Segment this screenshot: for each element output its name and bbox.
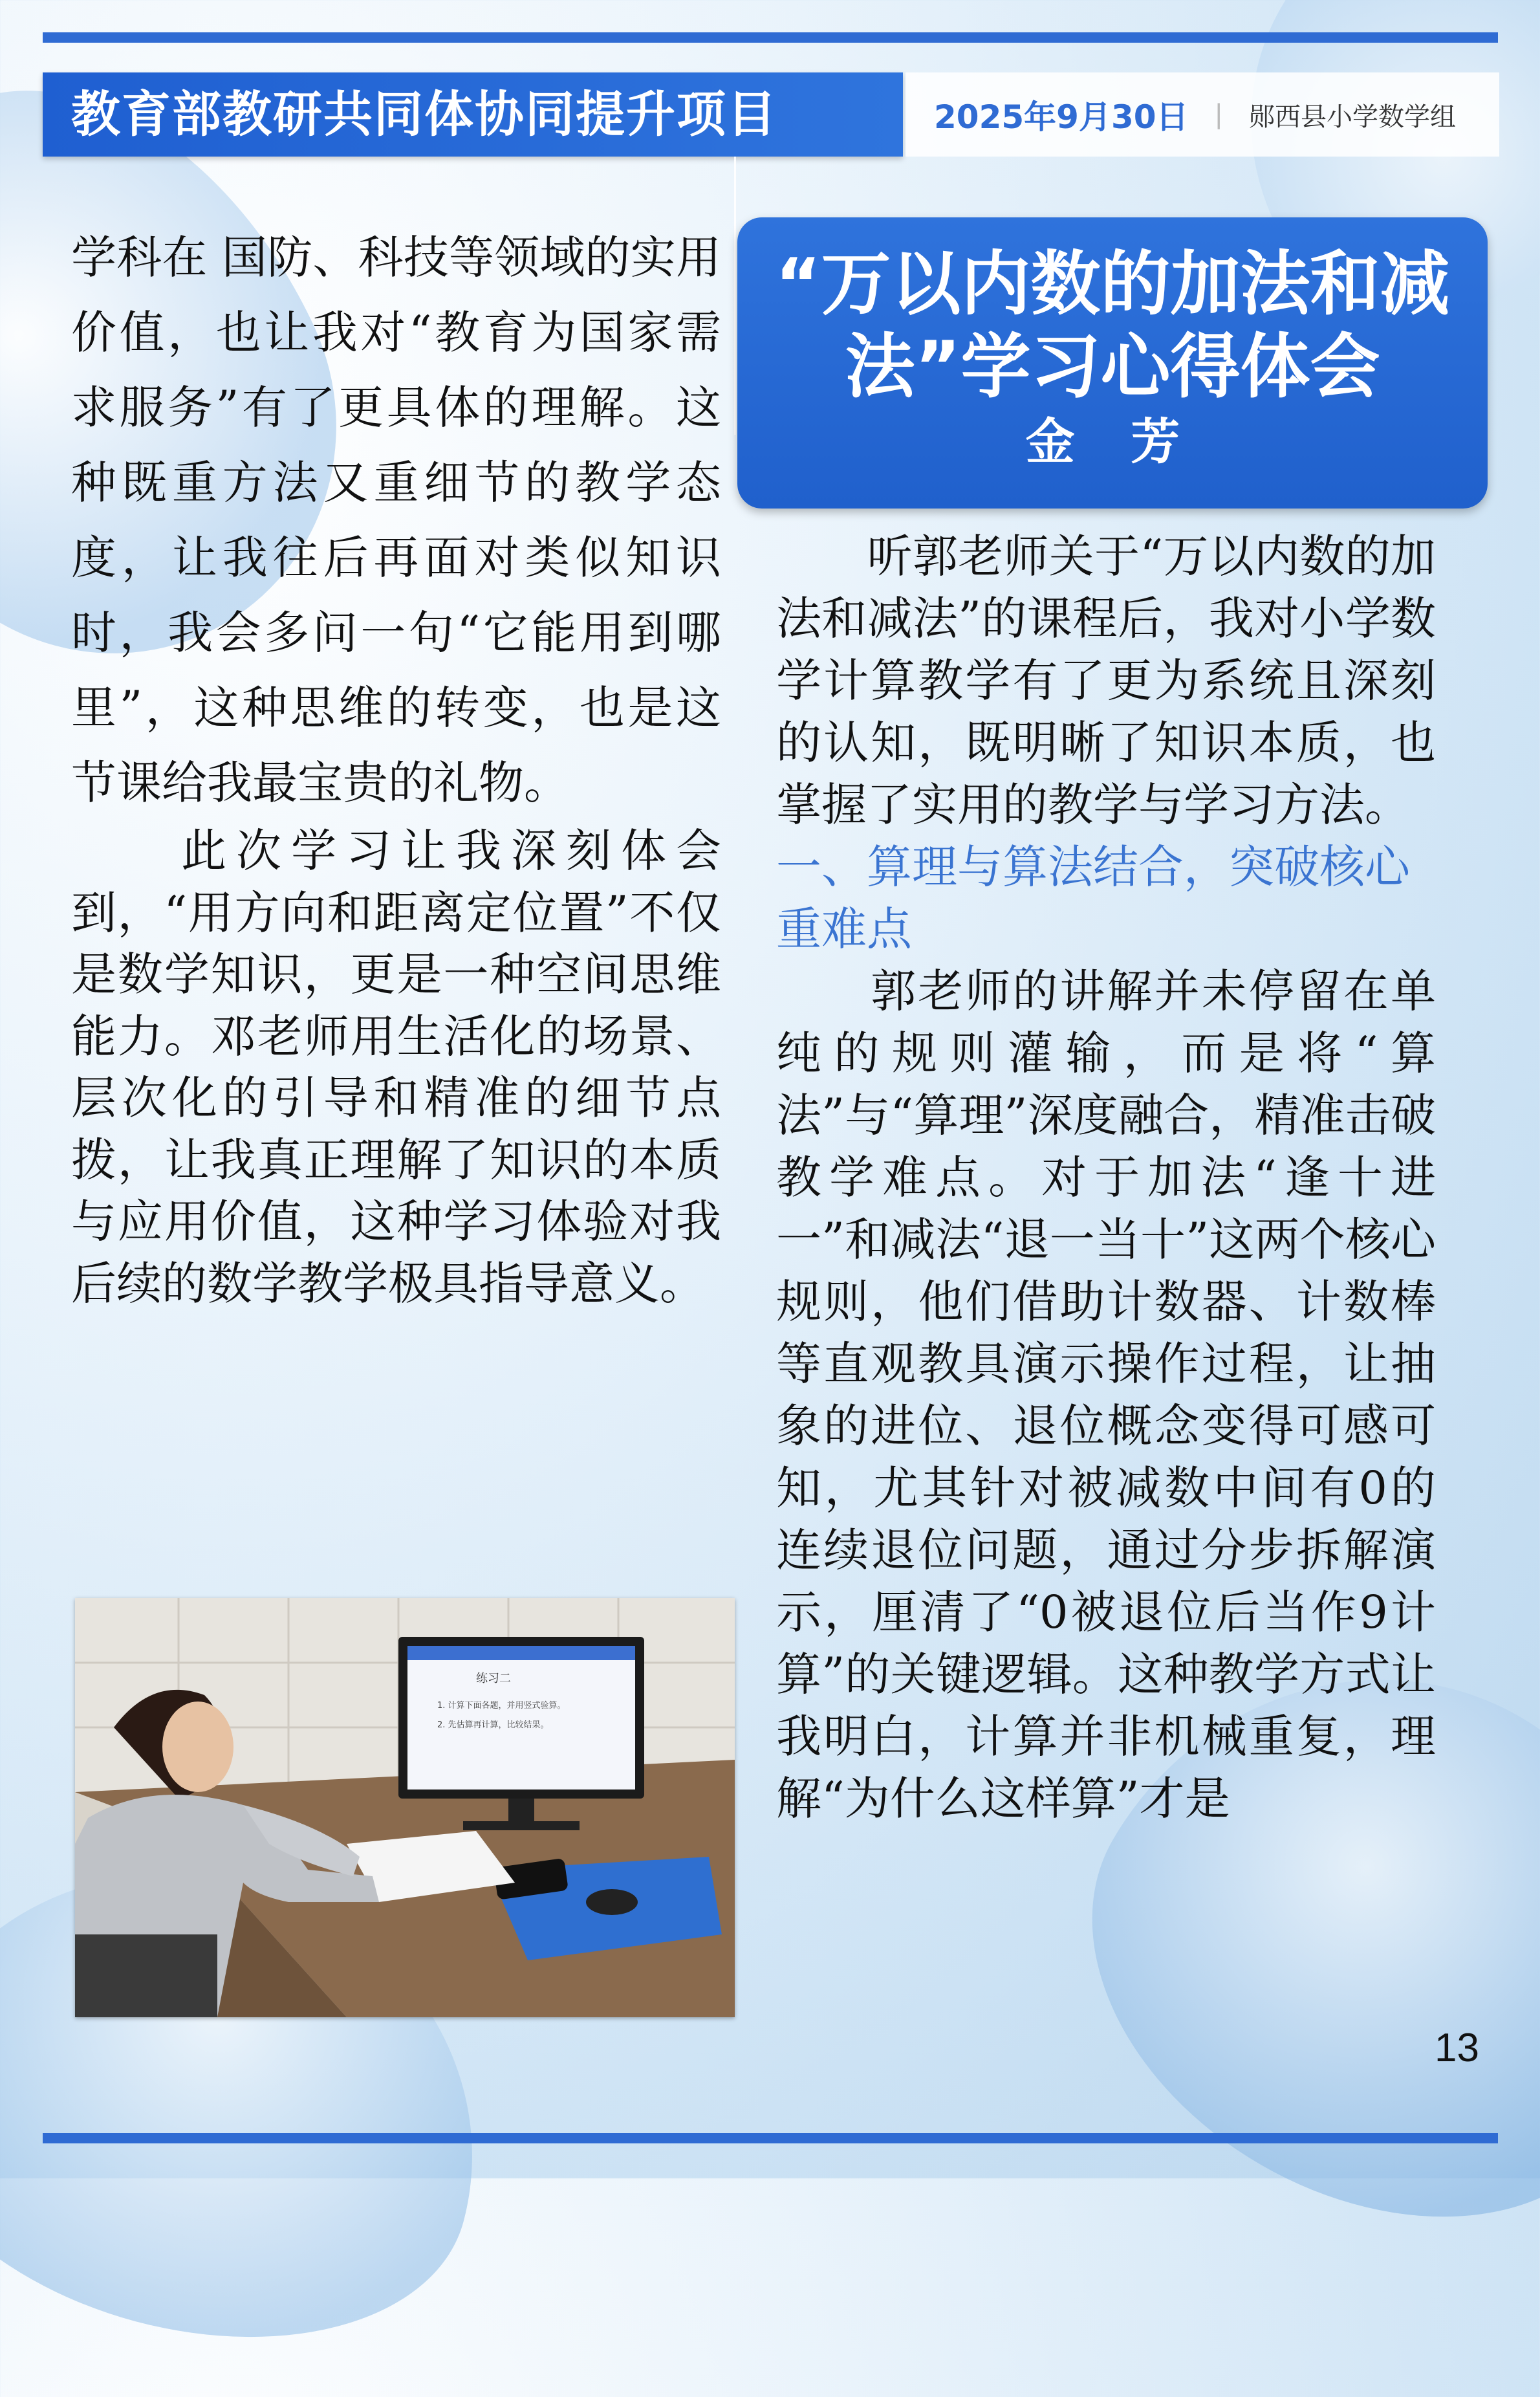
header-date: 2025年9月30日 xyxy=(934,98,1189,136)
column-divider xyxy=(734,157,736,435)
left-paragraph-1: 学科在 国防、科技等领域的实用价值，也让我对“教育为国家需求服务”有了更具体的理解。这种既重方法又重细节的教学态度，让我往后再面对类似知识时，我会多问一句“它能用到哪里”，这种思维的转变，也是这节课给我最宝贵的礼物。 xyxy=(71,231,721,809)
article-title-box xyxy=(737,217,1488,509)
intro-paragraph: 听郭老师关于“万以内数的加法和减法”的课程后，我对小学数学计算教学有了更为系统且深刻的认知，既明晰了知识本质，也掌握了实用的教学与学习方法。 xyxy=(776,530,1436,831)
header-divider: | xyxy=(1214,100,1224,129)
photo-illustration xyxy=(75,1598,735,2017)
left-paragraph-2: 此次学习让我深刻体会到，“用方向和距离定位置”不仅是数学知识，更是一种空间思维能力。邓老师用生活化的场景、层次化的引导和精准的细节点拨，让我真正理解了知识的本质与应用价值，这种学习体验对我后续的数学教学极具指导意义。 xyxy=(71,824,721,1310)
left-column xyxy=(71,220,721,1315)
top-rule xyxy=(43,32,1498,43)
header-org: 郧西县小学数学组 xyxy=(1249,102,1457,132)
header-info xyxy=(906,72,1499,157)
screen-line-1: 1. 计算下面各题，并用竖式验算。 xyxy=(437,1701,566,1711)
teacher-studying-photo xyxy=(75,1598,735,2017)
screen-title: 练习二 xyxy=(476,1672,511,1685)
article-author: 金 芳 xyxy=(1025,413,1200,470)
section-heading: 一、算理与算法结合，突破核心重难点 xyxy=(776,840,1410,956)
header-title: 教育部教研共同体协同提升项目 xyxy=(43,72,903,157)
page-number: 13 xyxy=(1435,2026,1479,2070)
screen-line-2: 2. 先估算再计算，比较结果。 xyxy=(437,1720,549,1730)
right-column xyxy=(776,525,1436,1830)
body-paragraph: 郭老师的讲解并未停留在单纯的规则灌输，而是将“算法”与“算理”深度融合，精准击破教学难点。对于加法“逢十进一”和减法“退一当十”这两个核心规则，他们借助计数器、计数棒等直观教具演示操作过程，让抽象的进位、退位概念变得可感可知，尤其针对被减数中间有0的连续退位问题，通过分步拆解演示，厘清了“0被退位后当作9计算”的关键逻辑。这种教学方式让我明白，计算并非机械重复，理解“为什么这样算”才是 xyxy=(776,965,1436,1825)
article-title: “万以内数的加法和减法”学习心得体会 xyxy=(775,244,1450,408)
bottom-rule xyxy=(43,2133,1498,2143)
